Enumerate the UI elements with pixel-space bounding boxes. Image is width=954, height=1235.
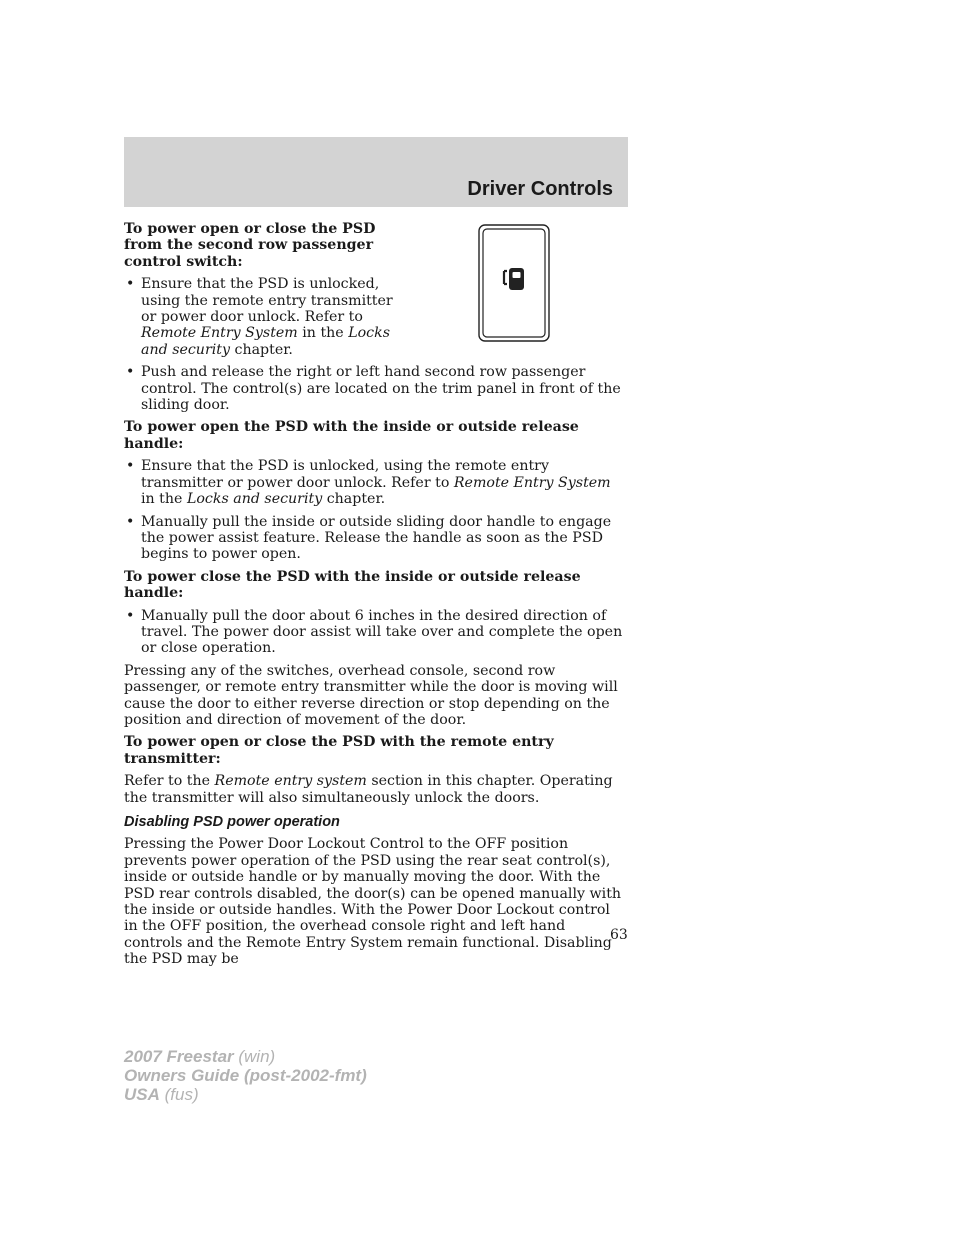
list-item: • Manually pull the door about 6 inches in the desired direction of travel. The power door assist will take over and complete the open or close operation. [124,608,628,657]
body-paragraph: Pressing any of the switches, overhead console, second row passenger, or remote entry transmitter while the door is moving will cause the door to either reverse direction or stop depending on the position and direction of movement of the door. [124,662,618,728]
chapter-title: Driver Controls [467,178,613,200]
subsection-heading: Disabling PSD power operation [124,814,340,830]
section-heading: To power open the PSD with the inside or outside release handle: [124,419,579,452]
list-item: • Ensure that the PSD is unlocked, using the remote entry transmitter or power door unlock. Refer to Remote Entry System in the Locks and security chapter. [124,458,628,507]
body-paragraph: Pressing the Power Door Lockout Control to the OFF position prevents power operation of the PSD using the rear seat control(s), inside or outside handle or by manually moving the door. With the PSD rear controls disabled, the door(s) can be opened manually with the inside or outside handles. With the Power Door Lockout control in the OFF position, the overhead console right and left hand controls and the Remote Entry System remain functional. Disabling the PSD may be [124,836,622,968]
list-item: • Ensure that the PSD is unlocked, using the remote entry transmitter or power door unlock. Refer to Remote Entry System in the Locks and security chapter. [124,276,393,358]
list-item: • Manually pull the inside or outside sliding door handle to engage the power assist feature. Release the handle as soon as the PSD begins to power open. [124,514,628,563]
section-heading: To power close the PSD with the inside or outside release handle: [124,568,581,602]
page-body [124,221,628,974]
section-heading: To power open or close the PSD from the second row passenger control switch: [124,221,376,270]
section-heading: To power open or close the PSD with the remote entry transmitter: [124,734,554,767]
list-item: • Push and release the right or left hand second row passenger control. The control(s) are located on the trim panel in front of the sliding door. [124,364,628,413]
document-footer: 2007 Freestar (win) Owners Guide (post-2002-fmt) USA (fus) [124,1047,367,1104]
body-paragraph: Refer to the Remote entry system section in this chapter. Operating the transmitter will also simultaneously unlock the doors. [124,773,613,806]
chapter-header [124,137,628,207]
page-number: 63 [610,927,628,943]
